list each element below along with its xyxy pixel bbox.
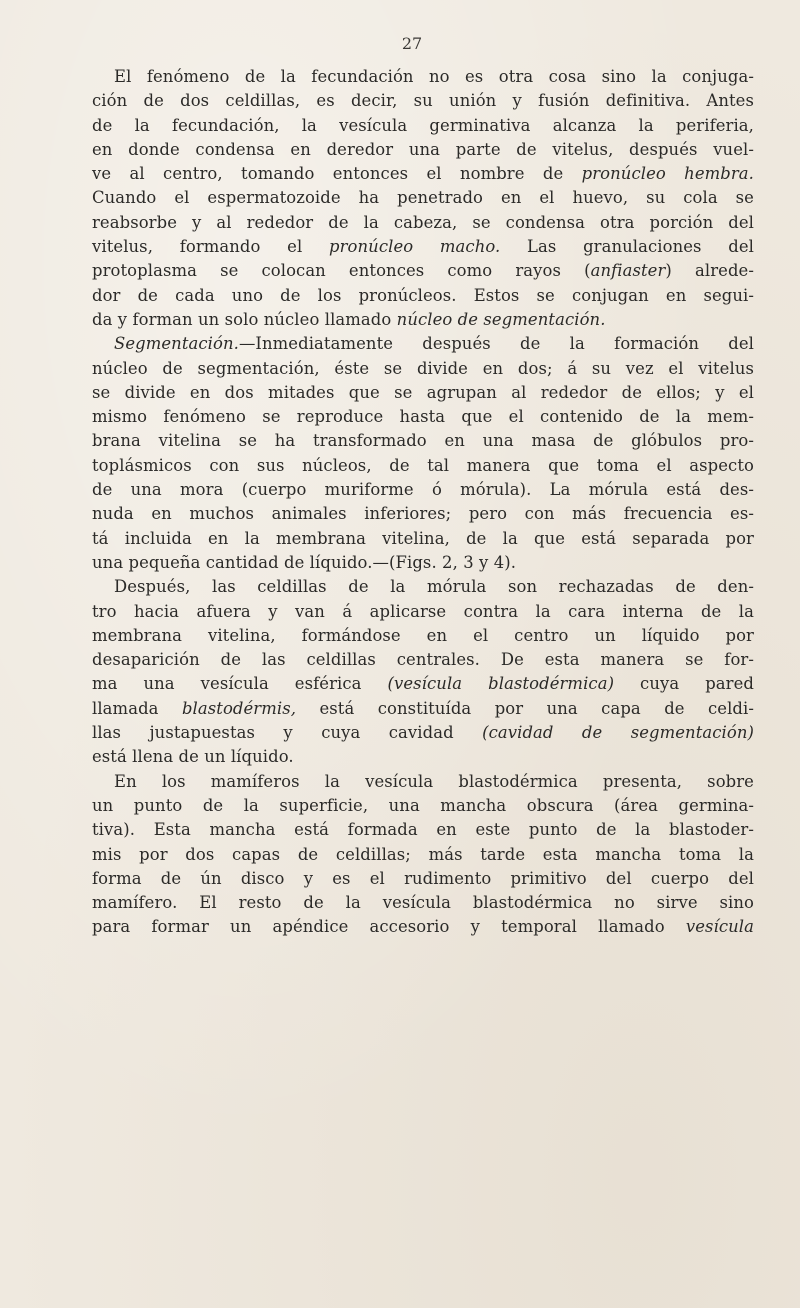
text-line: [92, 672, 754, 696]
text-line: [92, 308, 754, 332]
text-line: [92, 867, 754, 891]
paragraph-3: [92, 575, 754, 769]
text-run: mamífero. El resto de la vesícula blastodérmica no sirve sino: [92, 893, 754, 913]
text-line: [92, 65, 754, 89]
text-run: tro hacia afuera y van á aplicarse contra la cara interna de la: [92, 601, 754, 621]
text-run: —Inmediatamente después de la formación del: [238, 334, 754, 354]
text-run: un punto de la superficie, una mancha obscura (área germina-: [92, 795, 754, 815]
text-run: membrana vitelina, formándose en el centro un líquido por: [92, 625, 754, 645]
text-line: [92, 624, 754, 648]
text-run: ción de dos celdillas, es decir, su unión y fusión definitiva. Antes: [92, 91, 754, 111]
text-line: [92, 259, 754, 283]
text-run: ) alrede-: [665, 261, 754, 281]
text-run: Después, las celdillas de la mórula son rechazadas de den-: [114, 577, 754, 597]
text-run: da y forman un solo núcleo llamado: [92, 309, 397, 329]
text-line: [92, 235, 754, 259]
text-line: [92, 794, 754, 818]
text-line: [92, 186, 754, 210]
text-line: [92, 478, 754, 502]
page-number: 27: [401, 34, 423, 53]
paragraph-1: [92, 65, 754, 332]
text-line: [92, 138, 754, 162]
text-line: [92, 721, 754, 745]
text-run: El fenómeno de la fecundación no es otra cosa sino la conjuga-: [114, 67, 754, 86]
italic-term: (vesícula blastodérmica): [387, 674, 615, 694]
paragraph-2: [92, 332, 754, 575]
text-run: de la fecundación, la vesícula germinativa alcanza la periferia,: [92, 115, 754, 135]
text-run: forma de ún disco y es el rudimento primitivo del cuerpo del: [92, 868, 754, 888]
text-line: [92, 818, 754, 842]
text-run: ma una vesícula esférica: [92, 674, 388, 694]
text-run: núcleo de segmentación, éste se divide en dos; á su vez el vitelus: [92, 358, 754, 378]
text-run: en donde condensa en deredor una parte de vitelus, después vuel-: [92, 139, 754, 159]
text-run: mismo fenómeno se reproduce hasta que el contenido de la mem-: [92, 407, 754, 427]
italic-term: (cavidad de segmentación): [482, 723, 755, 743]
text-line: [92, 770, 754, 794]
text-line: [92, 745, 754, 769]
text-line: [92, 114, 754, 138]
italic-term: núcleo de segmentación.: [396, 309, 606, 329]
text-run: protoplasma se colocan entonces como rayos (: [92, 261, 591, 281]
text-run: mis por dos capas de celdillas; más tarde esta mancha toma la: [92, 844, 754, 864]
text-run: toplásmicos con sus núcleos, de tal manera que toma el aspecto: [92, 455, 754, 475]
body-text: [92, 65, 754, 940]
text-line: [92, 454, 754, 478]
text-line: [92, 600, 754, 624]
text-line: [92, 551, 754, 575]
text-run: Cuando el espermatozoide ha penetrado en el huevo, su cola se: [92, 188, 754, 208]
text-line: [92, 697, 754, 721]
text-line: [92, 381, 754, 405]
text-run: para formar un apéndice accesorio y temporal llamado: [92, 917, 686, 937]
paragraph-4: [92, 770, 754, 940]
text-line: [92, 89, 754, 113]
italic-term: vesícula: [685, 917, 754, 937]
italic-term: pronúcleo hembra.: [581, 164, 754, 184]
italic-term: blastodérmis,: [181, 698, 297, 718]
text-run: Las granulaciones del: [500, 237, 754, 257]
text-run: ve al centro, tomando entonces el nombre de: [92, 164, 582, 184]
text-run: vitelus, formando el: [92, 237, 330, 257]
text-run: dor de cada uno de los pronúcleos. Estos se conjugan en segui-: [92, 285, 754, 305]
text-run: brana vitelina se ha transformado en una masa de glóbulos pro-: [92, 431, 754, 451]
text-run: de una mora (cuerpo muriforme ó mórula). La mórula está des-: [92, 480, 754, 500]
italic-term: pronúcleo macho.: [329, 237, 501, 257]
text-run: está constituída por una capa de celdi-: [296, 698, 754, 718]
text-line: [92, 357, 754, 381]
text-run: En los mamíferos la vesícula blastodérmica presenta, sobre: [114, 771, 754, 791]
text-line: [92, 162, 754, 186]
text-line: [92, 211, 754, 235]
text-run: tiva). Esta mancha está formada en este punto de la blastoder-: [92, 820, 754, 840]
text-run: tá incluida en la membrana vitelina, de la que está separada por: [92, 528, 754, 548]
text-line: [92, 284, 754, 308]
text-line: [92, 429, 754, 453]
italic-term: anfiaster: [590, 261, 666, 281]
text-line: [92, 648, 754, 672]
text-line: [92, 843, 754, 867]
text-run: está llena de un líquido.: [92, 747, 294, 767]
text-line: [92, 891, 754, 915]
text-line: [92, 915, 754, 939]
text-line: [92, 332, 754, 356]
text-run: reabsorbe y al rededor de la cabeza, se condensa otra porción del: [92, 212, 754, 232]
text-run: desaparición de las celdillas centrales. De esta manera se for-: [92, 650, 754, 670]
text-run: una pequeña cantidad de líquido.—(Figs. 2, 3 y 4).: [92, 552, 517, 572]
text-run: se divide en dos mitades que se agrupan al rededor de ellos; y el: [92, 382, 754, 402]
text-line: [92, 575, 754, 599]
text-run: llamada: [92, 698, 182, 718]
text-run: nuda en muchos animales inferiores; pero con más frecuencia es-: [92, 504, 754, 524]
text-run: llas justapuestas y cuya cavidad: [92, 723, 483, 743]
italic-term: Segmentación.: [114, 334, 239, 354]
text-line: [92, 405, 754, 429]
text-run: cuya pared: [614, 674, 754, 694]
text-line: [92, 527, 754, 551]
text-line: [92, 502, 754, 526]
